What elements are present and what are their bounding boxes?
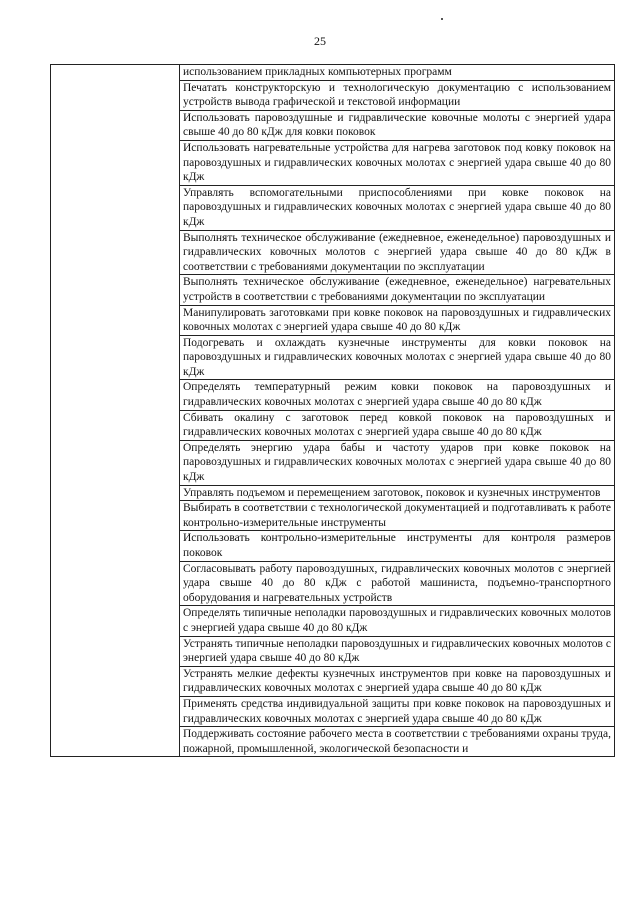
- skill-cell: Использовать нагревательные устройства для нагрева заготовок под ковку поковок на паровоздушных и гидравлических ковочных молотах с энергией удара свыше 40 до 80 кДж: [180, 140, 615, 185]
- skills-table: [50, 64, 615, 757]
- skill-cell: Определять энергию удара бабы и частоту ударов при ковке поковок на паровоздушных и гидравлических ковочных молотах с энергией удара свыше 40 до 80 кДж: [180, 440, 615, 485]
- skill-cell: Выбирать в соответствии с технологической документацией и подготавливать к работе контрольно-измерительные инструменты: [180, 501, 615, 531]
- skill-cell: Поддерживать состояние рабочего места в соответствии с требованиями охраны труда, пожарной, промышленной, экологической безопасности и: [180, 727, 615, 757]
- table-row: [51, 65, 615, 81]
- skill-cell: Сбивать окалину с заготовок перед ковкой поковок на паровоздушных и гидравлических ковочных молотах с энергией удара свыше 40 до 80 кДж: [180, 410, 615, 440]
- skill-cell: использованием прикладных компьютерных программ: [180, 65, 615, 81]
- skill-cell: Выполнять техническое обслуживание (ежедневное, еженедельное) нагревательных устройств в соответствии с требованиями документации по эксплуатации: [180, 275, 615, 305]
- skill-cell: Применять средства индивидуальной защиты при ковке поковок на паровоздушных и гидравлических ковочных молотах с энергией удара свыше 40 до 80 кДж: [180, 696, 615, 726]
- skill-cell: Определять температурный режим ковки поковок на паровоздушных и гидравлических ковочных молотах с энергией удара свыше 40 до 80 кДж: [180, 380, 615, 410]
- skills-table-body: [51, 65, 615, 757]
- skill-cell: Устранять типичные неполадки паровоздушных и гидравлических ковочных молотов с энергией удара свыше 40 до 80 кДж: [180, 636, 615, 666]
- skill-cell: Устранять мелкие дефекты кузнечных инструментов при ковке на паровоздушных и гидравлических ковочных молотах с энергией удара свыше 40 до 80 кДж: [180, 666, 615, 696]
- empty-label-cell: [51, 65, 180, 757]
- skill-cell: Управлять вспомогательными приспособлениями при ковке поковок на паровоздушных и гидравлических ковочных молотах с энергией удара свыше 40 до 80 кДж: [180, 185, 615, 230]
- page-number: 25: [314, 34, 326, 48]
- skill-cell: Управлять подъемом и перемещением заготовок, поковок и кузнечных инструментов: [180, 485, 615, 501]
- skill-cell: Печатать конструкторскую и технологическую документацию с использованием устройств вывода графической и текстовой информации: [180, 80, 615, 110]
- skill-cell: Использовать контрольно-измерительные инструменты для контроля размеров поковок: [180, 531, 615, 561]
- skill-cell: Определять типичные неполадки паровоздушных и гидравлических ковочных молотов с энергией удара свыше 40 до 80 кДж: [180, 606, 615, 636]
- skill-cell: Подогревать и охлаждать кузнечные инструменты для ковки поковок на паровоздушных и гидравлических ковочных молотах с энергией удара свыше 40 до 80 кДж: [180, 335, 615, 380]
- skill-cell: Согласовывать работу паровоздушных, гидравлических ковочных молотов с энергией удара свыше 40 до 80 кДж с работой машиниста, подъемно-транспортного оборудования и нагревательных устройств: [180, 561, 615, 606]
- scan-speck: [441, 18, 443, 20]
- skill-cell: Использовать паровоздушные и гидравлические ковочные молоты с энергией удара свыше 40 до 80 кДж для ковки поковок: [180, 110, 615, 140]
- skill-cell: Выполнять техническое обслуживание (ежедневное, еженедельное) паровоздушных и гидравлических ковочных молотов с энергией удара свыше 40 до 80 кДж в соответствии с требованиями документации по эксплуатации: [180, 230, 615, 275]
- skill-cell: Манипулировать заготовками при ковке поковок на паровоздушных и гидравлических ковочных молотах с энергией удара свыше 40 до 80 кДж: [180, 305, 615, 335]
